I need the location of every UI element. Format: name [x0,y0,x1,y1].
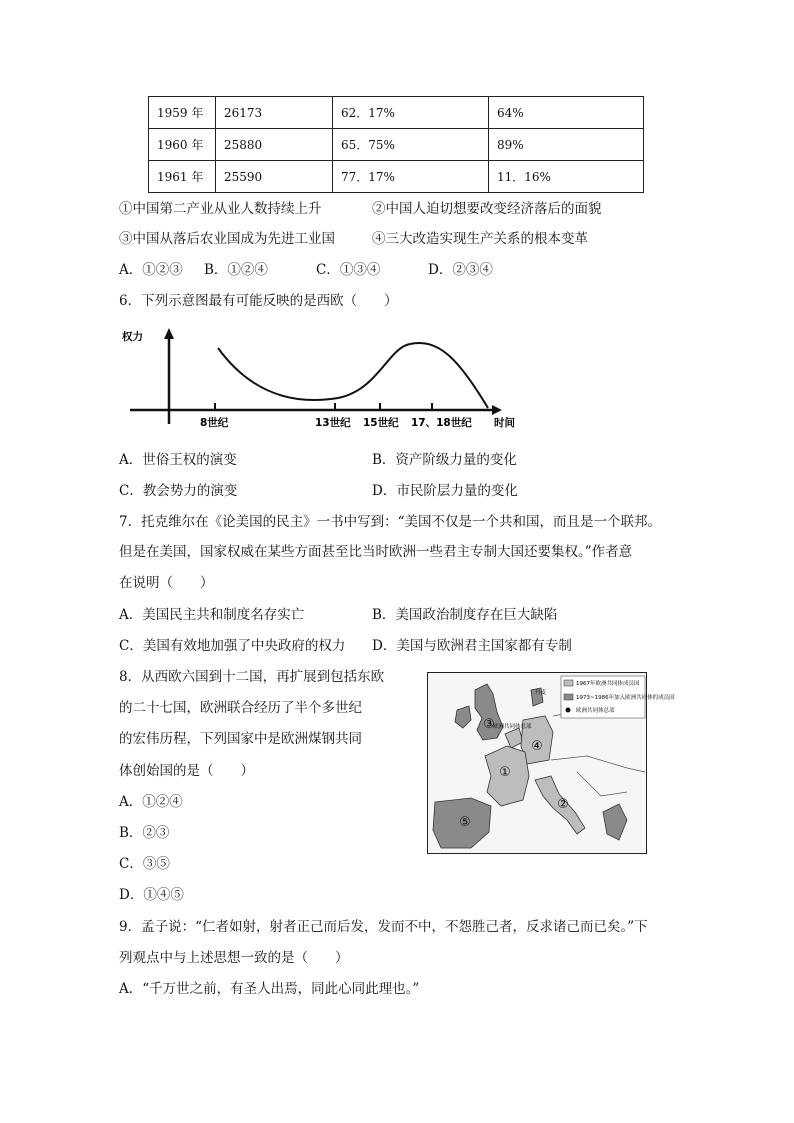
q6-question: 6．下列示意图最有可能反映的是西欧（ ） [119,293,398,309]
table-cell: 65．75% [333,129,489,161]
x-tick-label: 8世纪 [200,417,229,429]
q5-option-2: ②中国人迫切想要改变经济落后的面貌 [372,201,602,217]
q9-line-1: 9．孟子说：“仁者如射，射者正己而后发，发而不中，不怨胜己者，反求诸己而已矣。”下 [119,919,648,935]
table-cell: 26173 [216,97,333,129]
q5-answer-c: C．①③④ [316,262,381,278]
legend-founding-text: 1967年欧洲共同体成员国 [576,681,640,687]
x-tick-label: 17、18世纪 [411,417,472,429]
q8-line-3: 的宏伟历程，下列国家中是欧洲煤钢共同 [119,731,362,747]
table-cell: 25880 [216,129,333,161]
q9-answer-a: A．“千万世之前，有圣人出焉，同此心同此理也。” [119,981,420,997]
q5-answer-b: B．①②④ [204,262,268,278]
marker-3: ③ [483,717,495,732]
q8-answer-c: C．③⑤ [119,856,170,872]
europe-map [427,672,675,854]
q8-line-1: 8．从西欧六国到十二国，再扩展到包括东欧 [119,669,385,685]
q6-answer-a: A．世俗王权的演变 [119,452,237,468]
legend-hq-text: 欧洲共同体总部 [576,708,615,714]
y-axis-arrow [164,328,174,339]
x-axis-label: 时间 [494,417,515,429]
q7-answer-c: C．美国有效地加强了中央政府的权力 [119,638,346,654]
legend-later-text: 1973~1986年加入欧洲共同体的成员国 [576,695,675,701]
y-axis-label: 权力 [122,331,143,343]
marker-4: ④ [531,739,543,754]
q6-answer-b: B．资产阶级力量的变化 [372,452,517,468]
x-axis-arrow [492,405,502,415]
q7-answer-b: B．美国政治制度存在巨大缺陷 [372,607,558,623]
statistics-table [148,96,644,193]
x-tick-label: 13世纪 [315,417,351,429]
q8-line-2: 的二十七国，欧洲联合经历了半个多世纪 [119,700,362,716]
q7-line-2: 但是在美国，国家权威在某些方面甚至比当时欧洲一些君主专制大国还要集权。”作者意 [119,544,633,560]
table-cell: 62．17% [333,97,489,129]
denmark-label: 丹麦 [535,690,547,696]
table-cell: 1960 年 [149,129,216,161]
table-cell: 1959 年 [149,97,216,129]
table-row [149,97,644,129]
q5-answer-a: A．①②③ [119,262,183,278]
q8-answer-b: B．②③ [119,825,170,841]
power-curve [218,343,488,408]
q7-line-3: 在说明（ ） [119,575,214,591]
q7-line-1: 7．托克维尔在《论美国的民主》一书中写到：“美国不仅是一个共和国，而且是一个联邦。 [119,514,661,530]
table-cell: 77．17% [333,161,489,193]
marker-2: ② [557,797,569,812]
power-trend-chart [118,318,528,436]
x-tick-label: 15世纪 [363,417,399,429]
legend-hq-symbol [566,708,571,713]
marker-5: ⑤ [459,815,471,830]
table-row [149,161,644,193]
q5-option-1: ①中国第二产业从业人数持续上升 [119,201,322,217]
q8-answer-a: A．①②④ [119,794,183,810]
table-cell: 1961 年 [149,161,216,193]
table-cell: 25590 [216,161,333,193]
q7-answer-d: D．美国与欧洲君主国家都有专制 [372,638,572,654]
table-row [149,129,644,161]
q8-line-4: 体创始国的是（ ） [119,763,254,779]
q6-answer-c: C．教会势力的演变 [119,483,238,499]
q5-option-3: ③中国从落后农业国成为先进工业国 [119,231,335,247]
hq-label: 欧洲共同体总部 [493,724,532,730]
q6-answer-d: D．市民阶层力量的变化 [372,483,518,499]
q5-answer-d: D．②③④ [428,262,493,278]
q5-option-4: ④三大改造实现生产关系的根本变革 [372,231,588,247]
table-cell: 64% [489,97,644,129]
table-cell: 89% [489,129,644,161]
q8-answer-d: D．①④⑤ [119,887,184,903]
legend-swatch-later [564,694,573,700]
q9-line-2: 列观点中与上述思想一致的是（ ） [119,950,349,966]
q7-answer-a: A．美国民主共和制度名存实亡 [119,607,305,623]
table-cell: 11．16% [489,161,644,193]
legend-swatch-founding [564,680,573,686]
marker-1: ① [499,765,511,780]
